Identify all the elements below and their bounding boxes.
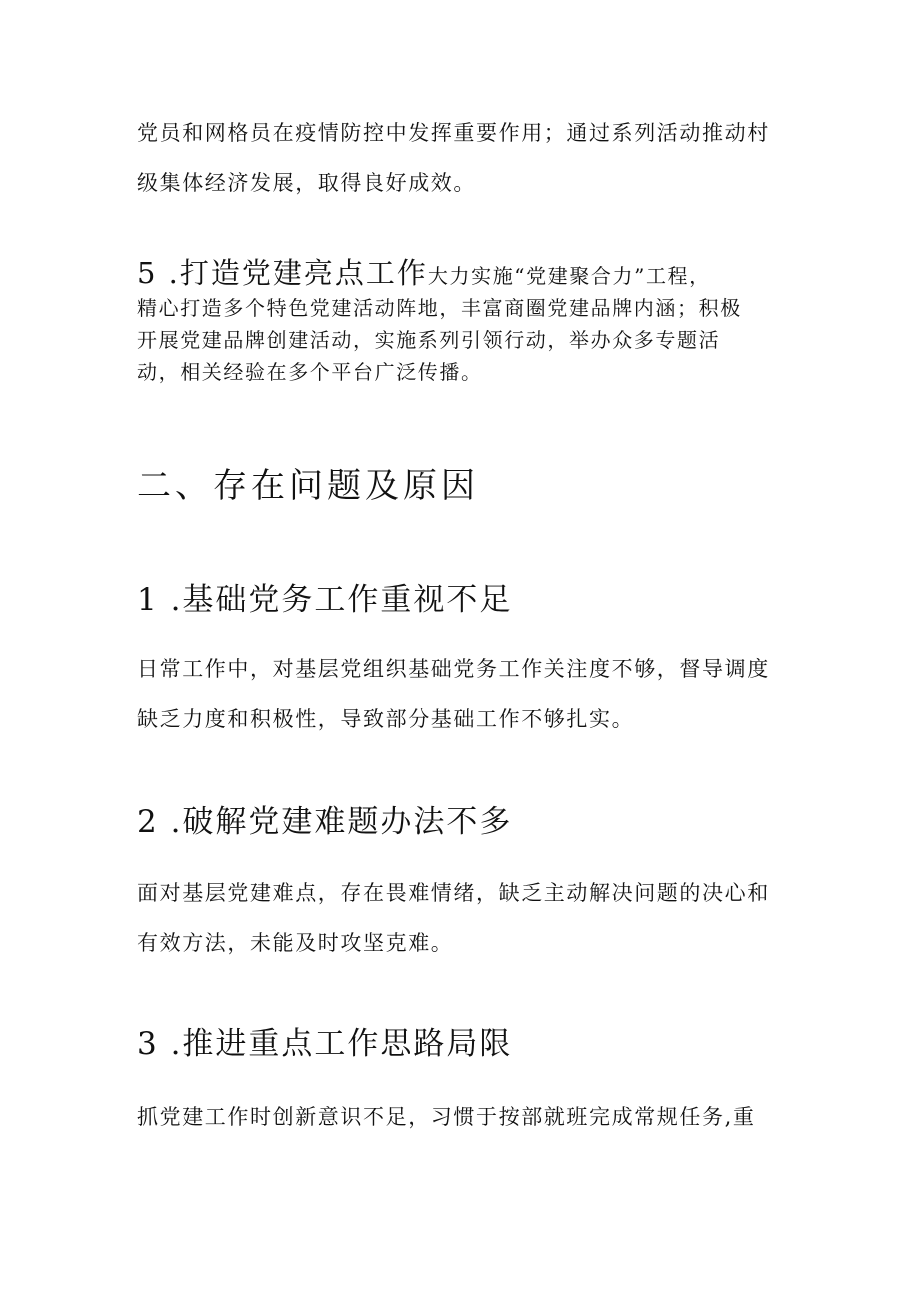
problem-3-line-1: 抓党建工作时创新意识不足，习惯于按部就班完成常规任务,重 [137,1105,756,1129]
problem-3-heading: 3 .推进重点工作思路局限 [137,1026,513,1062]
problem-1-line-2: 缺乏力度和积极性，导致部分基础工作不够扎实。 [137,707,635,731]
item-5-line-2: 精心打造多个特色党建活动阵地，丰富商圈党建品牌内涵；积极 [137,296,742,320]
item-5-block [137,257,787,388]
problem-2-line-1: 面对基层党建难点，存在畏难情绪，缺乏主动解决问题的决心和 [137,881,770,905]
item-5-first-line [137,257,787,292]
problem-2-paragraph [137,868,787,968]
section-2-heading: 二、存在问题及原因 [137,466,479,506]
item-5-line-4: 动，相关经验在多个平台广泛传播。 [137,360,483,384]
problem-1-line-1: 日常工作中，对基层党组织基础党务工作关注度不够，督导调度 [137,657,770,681]
item-5-line-3: 开展党建品牌创建活动，实施系列引领行动，举办众多专题活 [137,328,721,352]
problem-1-heading: 1 .基础党务工作重视不足 [137,582,513,618]
problem-2-line-2: 有效方法，未能及时攻坚克难。 [137,931,454,955]
intro-paragraph [137,108,787,208]
item-5-heading: 5 .打造党建亮点工作 [137,256,428,290]
intro-line-2: 级集体经济发展，取得良好成效。 [137,171,476,195]
problem-1-paragraph [137,644,787,744]
problem-2-heading: 2 .破解党建难题办法不多 [137,804,513,840]
problem-3-paragraph [137,1092,787,1142]
item-5-line-1: 大力实施“党建聚合力”工程， [427,264,711,288]
intro-line-1: 党员和网格员在疫情防控中发挥重要作用；通过系列活动推动村 [137,121,770,145]
